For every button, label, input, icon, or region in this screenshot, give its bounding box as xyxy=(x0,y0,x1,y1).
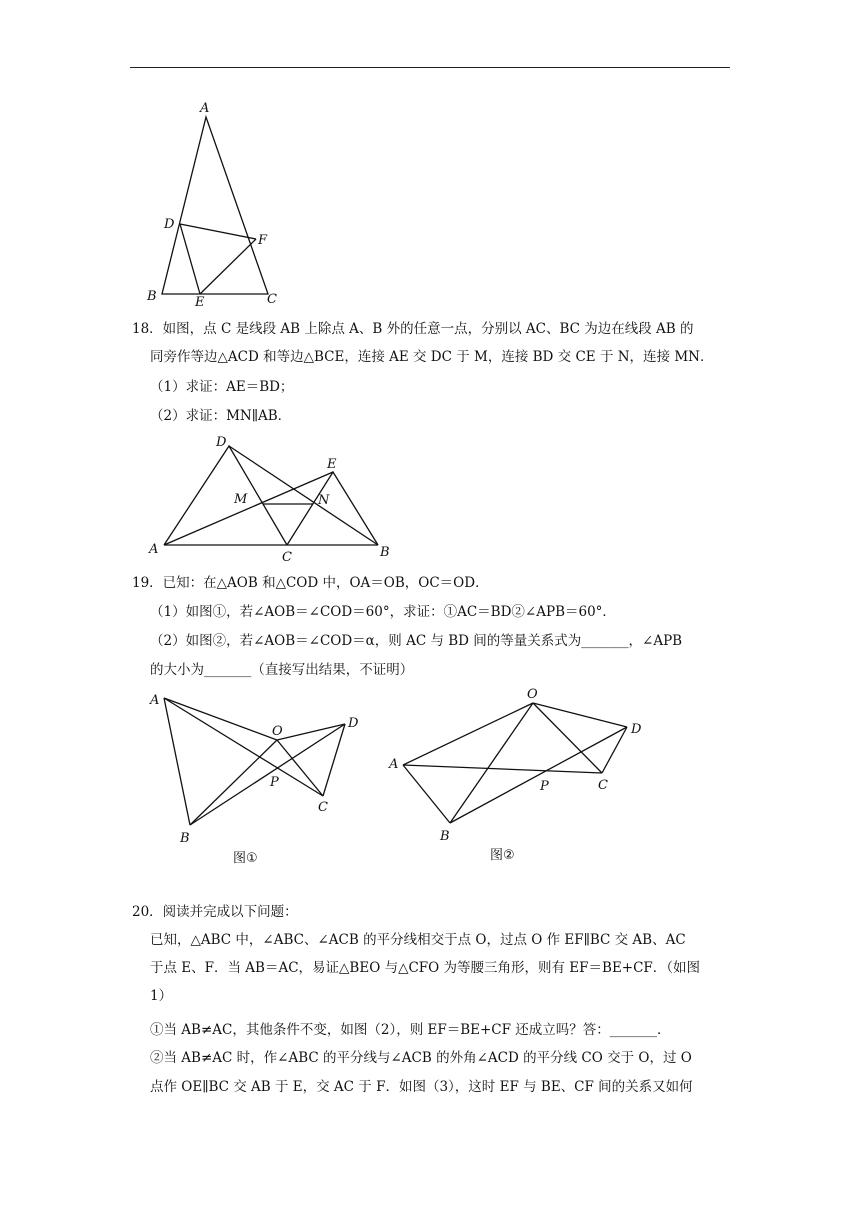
figure-19-1 xyxy=(140,685,370,870)
fig18-label-M: M xyxy=(234,492,248,507)
fig19-1-label-A: A xyxy=(150,693,160,708)
q19-line-1: 19．已知：在△AOB 和△COD 中，OA＝OB，OC＝OD． xyxy=(132,575,489,591)
fig18-label-A: A xyxy=(149,542,159,557)
fig17-label-F: F xyxy=(258,233,268,248)
q19-part-1: （1）如图①，若∠AOB＝∠COD＝60°，求证：①AC＝BD②∠APB＝60°． xyxy=(150,604,616,620)
fig19-2-label-C: C xyxy=(598,778,608,793)
fig19-1-label-P: P xyxy=(270,775,279,790)
fig19-2-label-P: P xyxy=(540,779,549,794)
fig19-1-label-D: D xyxy=(348,716,359,731)
q18-part-1: （1）求证：AE＝BD； xyxy=(150,379,294,395)
q20-line-1: 已知，△ABC 中，∠ABC、∠ACB 的平分线相交于点 O，过点 O 作 EF∥BC 交 AB、AC xyxy=(150,932,686,948)
fig19-1-label-O: O xyxy=(272,724,283,739)
q20-line-5: ②当 AB≠AC 时，作∠ABC 的平分线与∠ACB 的外角∠ACD 的平分线 CO 交于 O，过 O xyxy=(150,1050,692,1066)
q20-line-6: 点作 OE∥BC 交 AB 于 E，交 AC 于 F．如图（3），这时 EF 与 BE、CF 间的关系又如何 xyxy=(150,1079,693,1095)
fig17-label-B: B xyxy=(147,289,157,304)
fig19-2-label-O: O xyxy=(527,687,538,702)
fig18-label-N: N xyxy=(318,493,330,508)
q18-part-2: （2）求证：MN∥AB． xyxy=(150,408,292,424)
q20-title: 20．阅读并完成以下问题： xyxy=(132,904,298,920)
fig18-label-C: C xyxy=(282,550,292,565)
q18-line-2: 同旁作等边△ACD 和等边△BCE，连接 AE 交 DC 于 M，连接 BD 交 CE 于 N，连接 MN． xyxy=(150,349,714,365)
fig19-1-caption: 图① xyxy=(233,851,258,866)
fig19-2-caption: 图② xyxy=(490,848,515,863)
fig17-label-C: C xyxy=(267,292,277,307)
fig18-label-E: E xyxy=(327,457,337,472)
figure-17 xyxy=(140,95,300,315)
fig17-label-D: D xyxy=(164,217,175,232)
q19-part-2a: （2）如图②，若∠AOB＝∠COD＝α，则 AC 与 BD 间的等量关系式为_______，∠APB xyxy=(150,633,683,649)
q20-line-3: 1） xyxy=(150,988,173,1004)
fig19-1-label-C: C xyxy=(318,800,328,815)
q18-line-1: 18．如图，点 C 是线段 AB 上除点 A、B 外的任意一点，分别以 AC、BC 为边在线段 AB 的 xyxy=(132,321,694,337)
q20-line-4: ①当 AB≠AC，其他条件不变，如图（2），则 EF＝BE+CF 还成立吗？答：_______． xyxy=(150,1022,671,1038)
fig17-label-A: A xyxy=(200,101,210,116)
fig19-2-label-D: D xyxy=(631,722,642,737)
fig18-label-D: D xyxy=(216,435,227,450)
figure-18 xyxy=(140,430,400,565)
header-rule xyxy=(130,67,730,68)
fig19-2-label-A: A xyxy=(389,757,399,772)
fig19-1-label-B: B xyxy=(180,831,190,846)
figure-19-2 xyxy=(385,685,655,865)
fig17-label-E: E xyxy=(195,295,205,310)
fig18-label-B: B xyxy=(380,545,390,560)
fig19-2-label-B: B xyxy=(440,829,450,844)
q20-line-2: 于点 E、F．当 AB＝AC，易证△BEO 与△CFO 为等腰三角形，则有 EF＝BE+CF．（如图 xyxy=(150,960,701,976)
q19-part-2b: 的大小为_______（直接写出结果，不证明） xyxy=(150,662,414,678)
